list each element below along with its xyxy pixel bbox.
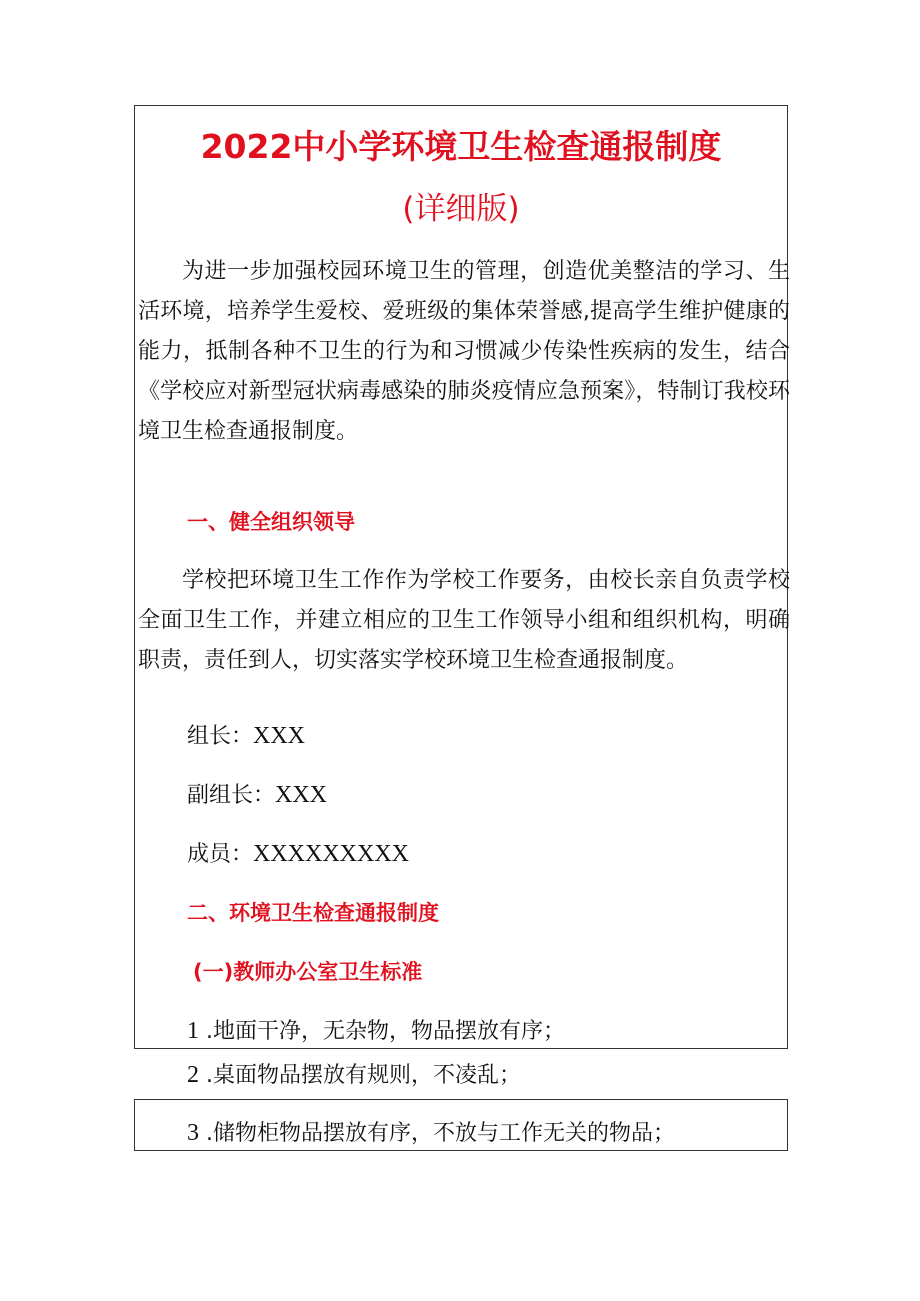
document-subtitle: (详细版) [402,191,520,227]
deputy-label: 副组长： [187,783,276,808]
leader-label: 组长： [187,724,254,749]
members-label: 成员： [187,842,254,867]
subsection-heading: (一)教师办公室卫生标准 [193,960,423,984]
list-item-text: .桌面物品摆放有规则，不凌乱； [206,1063,521,1088]
list-item [187,1113,675,1154]
list-item-text: .储物柜物品摆放有序，不放与工作无关的物品； [206,1121,675,1146]
deputy-value: XXX [275,782,328,808]
leader-line [187,716,305,757]
members-value: XXXXXXXXX [253,841,410,867]
list-item [187,1011,565,1052]
section-1-heading: 一、健全组织领导 [187,510,355,534]
list-item-text: .地面干净，无杂物，物品摆放有序； [206,1019,565,1044]
list-item-number: 2 [187,1062,199,1088]
list-item-number: 1 [187,1018,199,1044]
intro-paragraph: 为进一步加强校园环境卫生的管理，创造优美整洁的学习、生活环境，培养学生爱校、爱班级的集体荣誉感,提高学生维护健康的能力，抵制各种不卫生的行为和习惯减少传染性疾病的发生，结合《学校应对新型冠状病毒感染的肺炎疫情应急预案》，特制订我校环境卫生检查通报制度。 [138,259,790,444]
list-item-number: 3 [187,1120,199,1146]
leader-value: XXX [253,723,306,749]
document-title: 2022中小学环境卫生检查通报制度 [200,127,722,166]
section-1-paragraph: 学校把环境卫生工作作为学校工作要务，由校长亲自负责学校全面卫生工作，并建立相应的卫生工作领导小组和组织机构，明确职责，责任到人，切实落实学校环境卫生检查通报制度。 [138,568,790,673]
section-2-heading: 二、环境卫生检查通报制度 [187,901,439,925]
deputy-line [187,775,327,816]
members-line [187,834,409,875]
list-item [187,1055,521,1096]
